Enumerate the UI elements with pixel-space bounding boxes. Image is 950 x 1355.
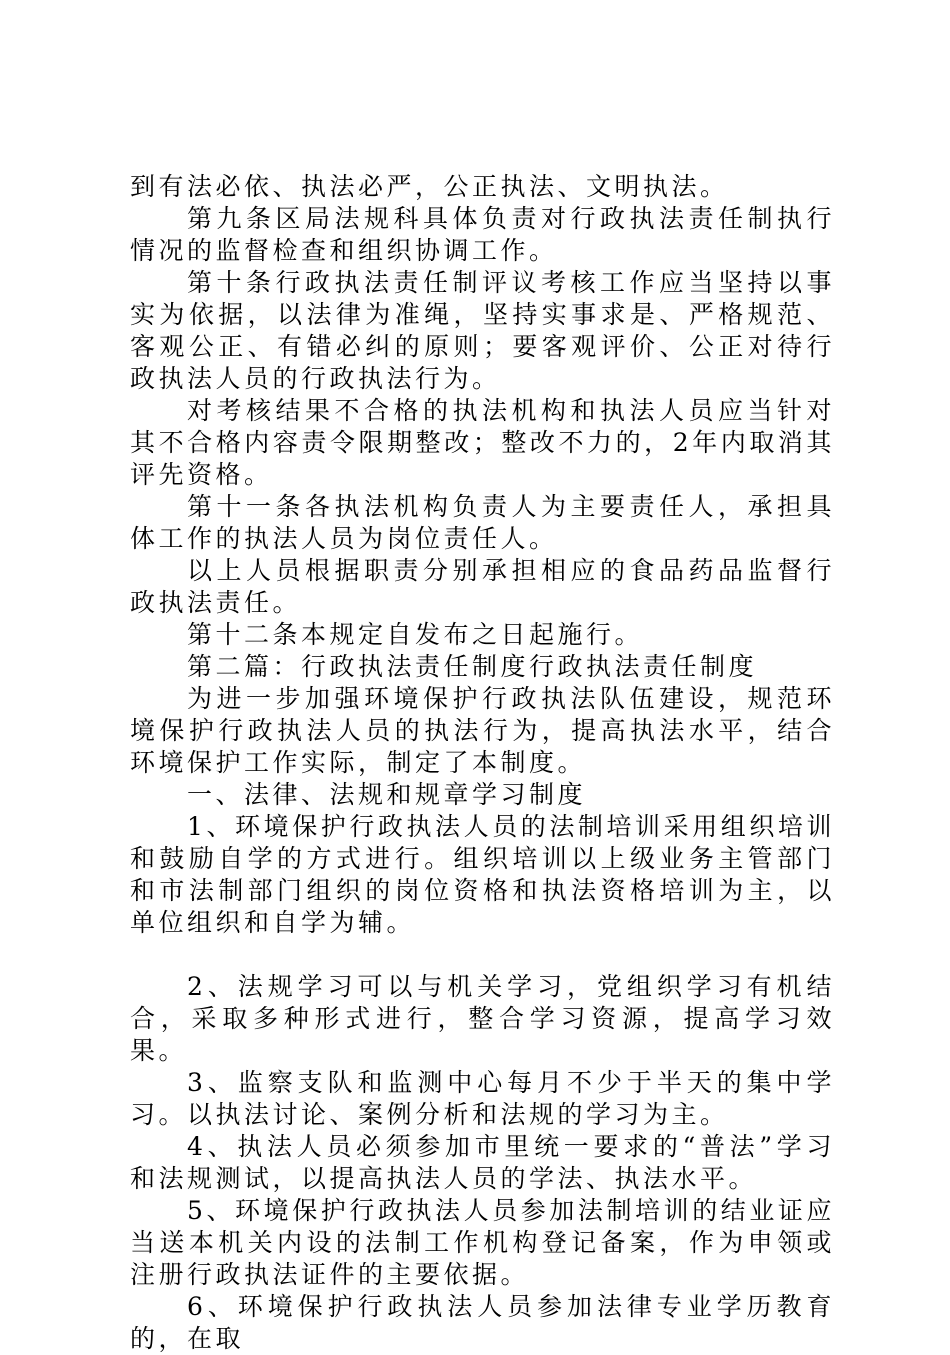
paragraph: 4、执法人员必须参加市里统一要求的“普法”学习和法规测试，以提高执法人员的学法、执法水平。 [130, 1132, 835, 1193]
paragraph: 第十二条本规定自发布之日起施行。 [187, 620, 644, 649]
paragraph: 第十一条各执法机构负责人为主要责任人，承担具体工作的执法人员为岗位责任人。 [130, 492, 835, 553]
paragraph: 5、环境保护行政执法人员参加法制培训的结业证应当送本机关内设的法制工作机构登记备案，作为申领或注册行政执法证件的主要依据。 [130, 1196, 835, 1289]
paragraph: 6、环境保护行政执法人员参加法律专业学历教育的，在取 [130, 1292, 835, 1353]
document-body [130, 171, 835, 1355]
paragraph: 到有法必依、执法必严，公正执法、文明执法。 [130, 172, 729, 201]
section-heading: 第二篇：行政执法责任制度行政执法责任制度 [187, 652, 758, 681]
paragraph: 对考核结果不合格的执法机构和执法人员应当针对其不合格内容责令限期整改；整改不力的，2年内取消其评先资格。 [130, 396, 835, 489]
paragraph: 1、环境保护行政执法人员的法制培训采用组织培训和鼓励自学的方式进行。组织培训以上级业务主管部门和市法制部门组织的岗位资格和执法资格培训为主，以单位组织和自学为辅。 [130, 812, 835, 937]
paragraph: 2、法规学习可以与机关学习，党组织学习有机结合，采取多种形式进行，整合学习资源，提高学习效果。 [130, 972, 835, 1065]
paragraph: 为进一步加强环境保护行政执法队伍建设，规范环境保护行政执法人员的执法行为，提高执法水平，结合环境保护工作实际，制定了本制度。 [130, 684, 835, 777]
subsection-heading: 一、法律、法规和规章学习制度 [187, 780, 587, 809]
paragraph: 第十条行政执法责任制评议考核工作应当坚持以事实为依据，以法律为准绳，坚持实事求是、严格规范、客观公正、有错必纠的原则；要客观评价、公正对待行政执法人员的行政执法行为。 [130, 268, 835, 393]
paragraph: 3、监察支队和监测中心每月不少于半天的集中学习。以执法讨论、案例分析和法规的学习为主。 [130, 1068, 835, 1129]
paragraph: 第九条区局法规科具体负责对行政执法责任制执行情况的监督检查和组织协调工作。 [130, 204, 835, 265]
paragraph: 以上人员根据职责分别承担相应的食品药品监督行政执法责任。 [130, 556, 835, 617]
